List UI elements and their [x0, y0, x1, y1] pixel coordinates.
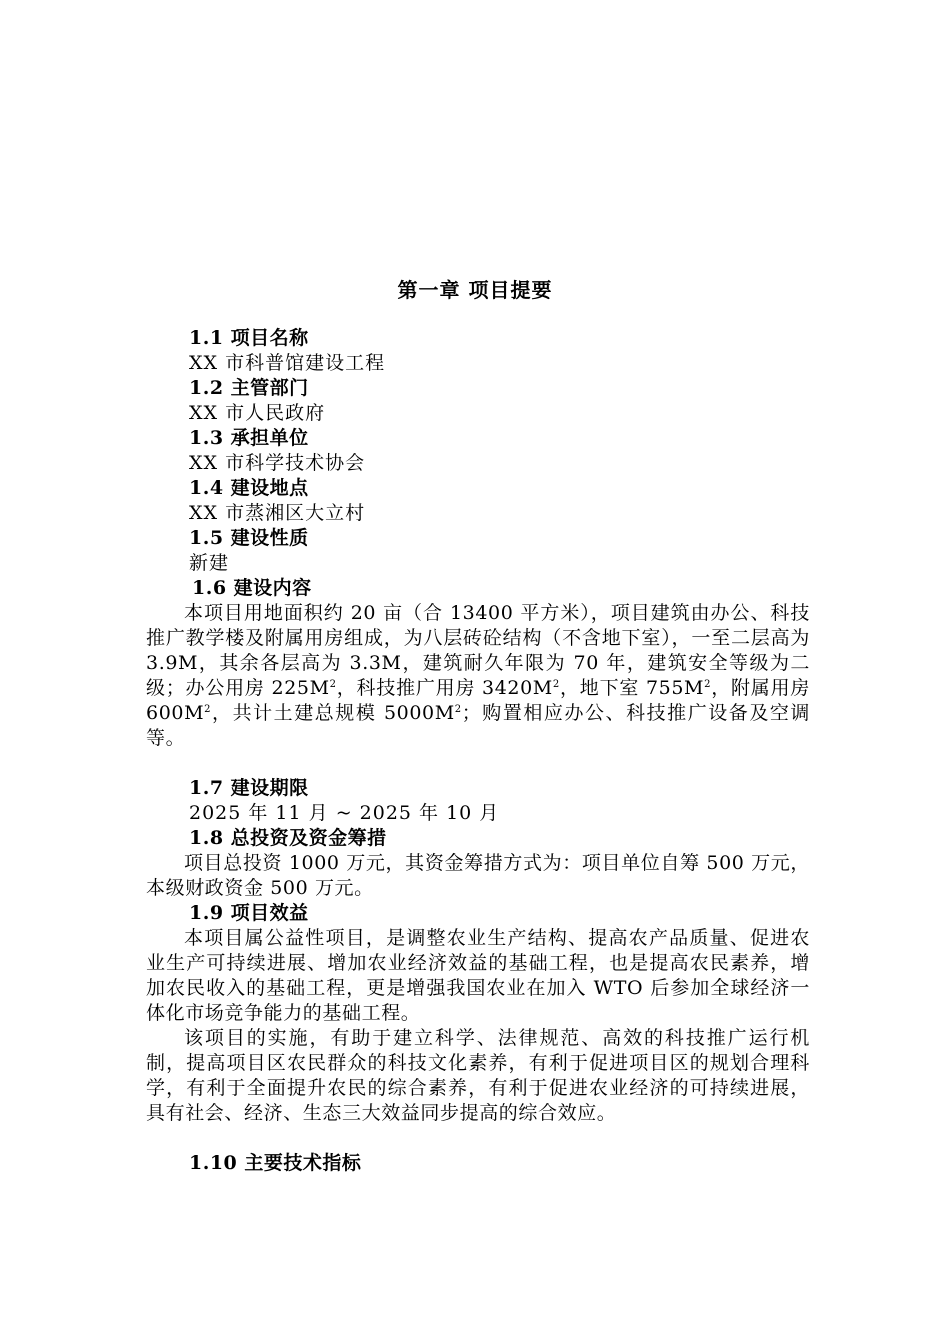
paragraph-text: ，地下室 755M	[559, 677, 705, 699]
paragraph-text: ，附属用房 600M	[146, 677, 810, 724]
section-value-nature: 新建	[189, 552, 230, 574]
section-heading-nature: 1.5 建设性质	[189, 527, 309, 549]
section-heading-content: 1.6 建设内容	[192, 577, 312, 599]
section-value-period: 2025 年 11 月 ~ 2025 年 10 月	[189, 802, 500, 824]
section-heading-authority: 1.2 主管部门	[189, 377, 309, 399]
section-value-undertaker: XX 市科学技术协会	[189, 452, 366, 474]
paragraph-text: ，共计土建总规模 5000M	[211, 702, 455, 724]
paragraph-text: ，科技推广用房 3420M	[336, 677, 553, 699]
spacer	[146, 1126, 810, 1151]
section-value-authority: XX 市人民政府	[189, 402, 326, 424]
section-value-project-name: XX 市科普馆建设工程	[189, 352, 386, 374]
superscript: 2	[204, 704, 212, 715]
section-heading-tech-indicators: 1.10 主要技术指标	[189, 1152, 362, 1174]
superscript: 2	[454, 704, 462, 715]
section-heading-undertaker: 1.3 承担单位	[189, 427, 309, 449]
section-value-location: XX 市蒸湘区大立村	[189, 502, 366, 524]
superscript: 2	[552, 679, 560, 690]
paragraph-text: 本项目用地面积约 20 亩（合 13400 平方米），项目建筑由办公、科技推广教学楼及附属用房组成，为八层砖砼结构（不含地下室），一至二层高为 3.9M，其余各层高为 3.3M，建筑耐久年限为 70 年，建筑安全等级为二级；办公用房 225M	[146, 602, 810, 699]
section-heading-project-name: 1.1 项目名称	[189, 327, 309, 349]
superscript: 2	[704, 679, 712, 690]
paragraph-text: ；购置相应办公、科技推广设备及空调等。	[146, 702, 811, 749]
section-heading-investment: 1.8 总投资及资金筹措	[189, 827, 387, 849]
superscript: 2	[329, 679, 337, 690]
chapter-title: 第一章 项目提要	[397, 278, 553, 302]
document-body	[146, 326, 810, 1176]
spacer	[146, 751, 810, 776]
paragraph-construction-content	[146, 601, 810, 751]
section-heading-benefits: 1.9 项目效益	[189, 902, 309, 924]
section-heading-location: 1.4 建设地点	[189, 477, 309, 499]
paragraph-investment: 项目总投资 1000 万元，其资金筹措方式为：项目单位自筹 500 万元，本级财政资金 500 万元。	[146, 852, 810, 899]
paragraph-benefits-2: 该项目的实施，有助于建立科学、法律规范、高效的科技推广运行机制，提高项目区农民群众的科技文化素养，有利于促进项目区的规划合理科学，有利于全面提升农民的综合素养，有利于促进农业经济的可持续进展，具有社会、经济、生态三大效益同步提高的综合效应。	[146, 1027, 810, 1124]
paragraph-benefits-1: 本项目属公益性项目，是调整农业生产结构、提高农产品质量、促进农业生产可持续进展、增加农业经济效益的基础工程，也是提高农民素养，增加农民收入的基础工程，更是增强我国农业在加入 WTO 后参加全球经济一体化市场竞争能力的基础工程。	[146, 927, 810, 1024]
section-heading-period: 1.7 建设期限	[189, 777, 309, 799]
